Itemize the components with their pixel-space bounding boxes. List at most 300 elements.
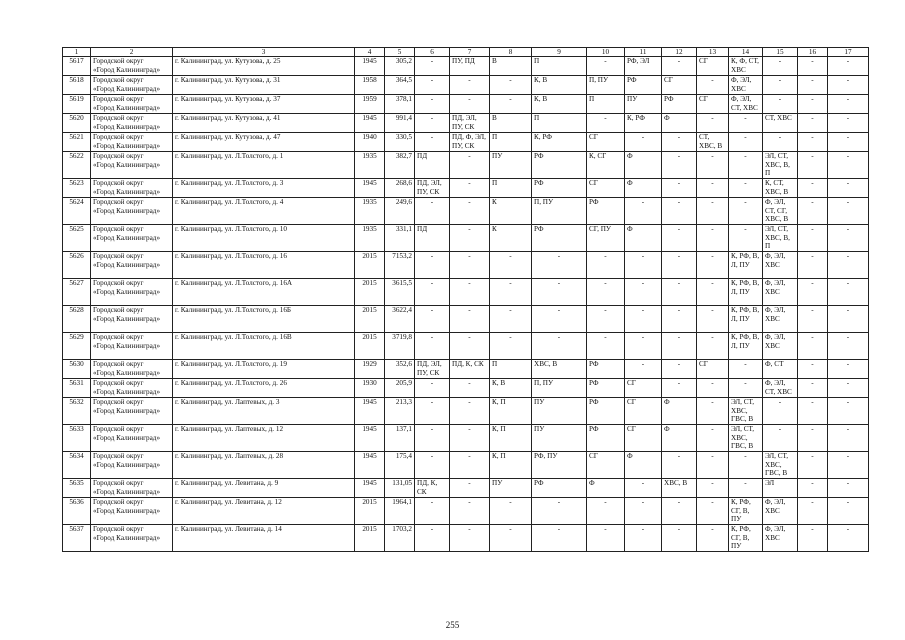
col16-cell: - — [798, 57, 828, 76]
area-cell: 330,5 — [385, 133, 415, 152]
owner-cell — [91, 198, 173, 225]
col14-cell: - — [729, 198, 763, 225]
table-row — [63, 479, 869, 498]
col10-cell: - — [587, 333, 625, 360]
col10-cell: СГ — [587, 452, 625, 479]
col10-cell: РФ — [587, 425, 625, 452]
col14-cell: ЭЛ, СТ, ХВС, ГВС, В — [729, 425, 763, 452]
address-cell: г. Калининград, ул. Лаптевых, д. 12 — [173, 425, 355, 452]
col13-cell: - — [697, 333, 729, 360]
address-cell: г. Калининград, ул. Л.Толстого, д. 16А — [173, 279, 355, 306]
col10-cell: - — [587, 57, 625, 76]
col13-cell: - — [697, 179, 729, 198]
col16-cell: - — [798, 498, 828, 525]
column-header-12: 12 — [662, 48, 697, 57]
col7-cell: - — [450, 198, 490, 225]
area-cell: 268,6 — [385, 179, 415, 198]
col6-cell: - — [415, 333, 450, 360]
owner-line: Городской округ — [93, 152, 144, 160]
col8-cell: - — [490, 498, 532, 525]
area-cell: 1703,2 — [385, 525, 415, 552]
year-cell: 1945 — [355, 114, 385, 133]
table-row — [63, 114, 869, 133]
row-number: 5630 — [63, 360, 91, 379]
col13-cell: СГ — [697, 95, 729, 114]
col16-cell: - — [798, 76, 828, 95]
column-header-11: 11 — [625, 48, 662, 57]
address-cell: г. Калининград, ул. Левитана, д. 12 — [173, 498, 355, 525]
col10-cell: РФ — [587, 360, 625, 379]
row-number: 5620 — [63, 114, 91, 133]
col6-cell: - — [415, 114, 450, 133]
col14-cell: К, РФ, В, Л, ПУ — [729, 333, 763, 360]
address-cell: г. Калининград, ул. Левитана, д. 9 — [173, 479, 355, 498]
col12-cell: Ф — [662, 425, 697, 452]
address-cell: г. Калининград, ул. Л.Толстого, д. 26 — [173, 379, 355, 398]
year-cell: 1945 — [355, 425, 385, 452]
owner-line: «Город Калининград» — [93, 533, 161, 542]
col9-cell: К, РФ — [532, 133, 587, 152]
owner-line: Городской округ — [93, 198, 144, 206]
col14-cell: - — [729, 152, 763, 179]
col14-cell: К, РФ, В, Л, ПУ — [729, 306, 763, 333]
column-header-10: 10 — [587, 48, 625, 57]
owner-cell — [91, 498, 173, 525]
owner-line: Городской округ — [93, 114, 144, 122]
col14-cell: Ф, ЭЛ, ХВС — [729, 76, 763, 95]
year-cell: 1930 — [355, 379, 385, 398]
column-header-7: 7 — [450, 48, 490, 57]
col12-cell: - — [662, 57, 697, 76]
col13-cell: - — [697, 498, 729, 525]
area-cell: 137,1 — [385, 425, 415, 452]
col10-cell: - — [587, 252, 625, 279]
col12-cell: - — [662, 133, 697, 152]
col14-cell: К, РФ, В, Л, ПУ — [729, 279, 763, 306]
col9-cell: К, В — [532, 95, 587, 114]
year-cell: 1935 — [355, 152, 385, 179]
col7-cell: - — [450, 479, 490, 498]
owner-line: Городской округ — [93, 379, 144, 387]
col17-cell: - — [828, 76, 869, 95]
owner-line: «Город Калининград» — [93, 506, 161, 515]
table-row — [63, 360, 869, 379]
address-cell: г. Калининград, ул. Л.Толстого, д. 16В — [173, 333, 355, 360]
col10-cell: К, СГ — [587, 152, 625, 179]
col7-cell: - — [450, 179, 490, 198]
area-cell: 305,2 — [385, 57, 415, 76]
col17-cell: - — [828, 360, 869, 379]
col15-cell: - — [763, 398, 798, 425]
col17-cell: - — [828, 425, 869, 452]
owner-line: Городской округ — [93, 57, 144, 65]
col17-cell: - — [828, 114, 869, 133]
col12-cell: - — [662, 179, 697, 198]
col8-cell: П — [490, 133, 532, 152]
row-number: 5626 — [63, 252, 91, 279]
col14-cell: К, Ф, СТ, ХВС — [729, 57, 763, 76]
owner-line: Городской округ — [93, 252, 144, 260]
col7-cell: - — [450, 425, 490, 452]
col12-cell: - — [662, 306, 697, 333]
area-cell: 205,9 — [385, 379, 415, 398]
col6-cell: - — [415, 133, 450, 152]
col8-cell: ПУ — [490, 152, 532, 179]
col12-cell: - — [662, 279, 697, 306]
col14-cell: - — [729, 452, 763, 479]
table-row — [63, 498, 869, 525]
col16-cell: - — [798, 379, 828, 398]
row-number: 5617 — [63, 57, 91, 76]
col11-cell: - — [625, 479, 662, 498]
col10-cell: - — [587, 279, 625, 306]
col6-cell: - — [415, 398, 450, 425]
col8-cell: - — [490, 306, 532, 333]
col6-cell: - — [415, 425, 450, 452]
col6-cell: - — [415, 57, 450, 76]
area-cell: 3615,5 — [385, 279, 415, 306]
page-number: 255 — [445, 620, 460, 630]
area-cell: 131,05 — [385, 479, 415, 498]
owner-cell — [91, 279, 173, 306]
col16-cell: - — [798, 152, 828, 179]
row-number: 5621 — [63, 133, 91, 152]
year-cell: 1935 — [355, 198, 385, 225]
column-header-2: 2 — [91, 48, 173, 57]
col8-cell: В — [490, 114, 532, 133]
column-header-6: 6 — [415, 48, 450, 57]
col14-cell: - — [729, 114, 763, 133]
col10-cell: - — [587, 498, 625, 525]
col10-cell: РФ — [587, 379, 625, 398]
col14-cell: - — [729, 133, 763, 152]
area-cell: 382,7 — [385, 152, 415, 179]
row-number: 5634 — [63, 452, 91, 479]
owner-line: Городской округ — [93, 306, 144, 314]
col10-cell: СГ — [587, 179, 625, 198]
col9-cell: ПУ — [532, 398, 587, 425]
table-row — [63, 57, 869, 76]
area-cell: 175,4 — [385, 452, 415, 479]
col7-cell: ПД, К, СК — [450, 360, 490, 379]
col17-cell: - — [828, 452, 869, 479]
owner-line: «Город Калининград» — [93, 460, 161, 469]
col17-cell: - — [828, 225, 869, 252]
col9-cell: П, ПУ — [532, 198, 587, 225]
col7-cell: - — [450, 252, 490, 279]
col10-cell: П — [587, 95, 625, 114]
col12-cell: Ф — [662, 398, 697, 425]
owner-line: «Город Калининград» — [93, 122, 161, 131]
table-row — [63, 425, 869, 452]
year-cell: 2015 — [355, 525, 385, 552]
owner-line: Городской округ — [93, 225, 144, 233]
col11-cell: - — [625, 252, 662, 279]
col13-cell: - — [697, 114, 729, 133]
col7-cell: - — [450, 152, 490, 179]
col16-cell: - — [798, 306, 828, 333]
col17-cell: - — [828, 279, 869, 306]
col14-cell: К, РФ, СГ, В, ПУ — [729, 525, 763, 552]
col8-cell: - — [490, 279, 532, 306]
owner-line: Городской округ — [93, 479, 144, 487]
col6-cell: - — [415, 198, 450, 225]
area-cell: 352,6 — [385, 360, 415, 379]
row-number: 5628 — [63, 306, 91, 333]
col9-cell: - — [532, 333, 587, 360]
col15-cell: ЭЛ — [763, 479, 798, 498]
col17-cell: - — [828, 152, 869, 179]
col13-cell: - — [697, 76, 729, 95]
col8-cell: К — [490, 225, 532, 252]
year-cell: 1945 — [355, 179, 385, 198]
owner-line: «Город Калининград» — [93, 187, 161, 196]
col7-cell: - — [450, 95, 490, 114]
table-row — [63, 179, 869, 198]
owner-cell — [91, 179, 173, 198]
table-row — [63, 152, 869, 179]
col9-cell: ПУ — [532, 425, 587, 452]
table-row — [63, 279, 869, 306]
col15-cell: СТ, ХВС — [763, 114, 798, 133]
col15-cell: ЭЛ, СТ, ХВС, В, П — [763, 225, 798, 252]
address-cell: г. Калининград, ул. Л.Толстого, д. 1 — [173, 152, 355, 179]
col14-cell: Ф, ЭЛ, СТ, ХВС — [729, 95, 763, 114]
col17-cell: - — [828, 525, 869, 552]
row-number: 5635 — [63, 479, 91, 498]
col13-cell: СГ — [697, 360, 729, 379]
column-header-1: 1 — [63, 48, 91, 57]
year-cell: 2015 — [355, 306, 385, 333]
col6-cell: - — [415, 279, 450, 306]
col17-cell: - — [828, 379, 869, 398]
col10-cell: - — [587, 114, 625, 133]
year-cell: 1945 — [355, 398, 385, 425]
address-cell: г. Калининград, ул. Кутузова, д. 31 — [173, 76, 355, 95]
col16-cell: - — [798, 333, 828, 360]
owner-line: «Город Калининград» — [93, 233, 161, 242]
col13-cell: - — [697, 479, 729, 498]
year-cell: 1929 — [355, 360, 385, 379]
col13-cell: - — [697, 252, 729, 279]
col11-cell: СГ — [625, 398, 662, 425]
col14-cell: К, РФ, СГ, В, ПУ — [729, 498, 763, 525]
col13-cell: - — [697, 452, 729, 479]
table-row — [63, 452, 869, 479]
col13-cell: - — [697, 425, 729, 452]
col17-cell: - — [828, 333, 869, 360]
col7-cell: - — [450, 398, 490, 425]
col15-cell: Ф, ЭЛ, ХВС — [763, 306, 798, 333]
col16-cell: - — [798, 360, 828, 379]
owner-cell — [91, 333, 173, 360]
col11-cell: - — [625, 333, 662, 360]
col12-cell: РФ — [662, 95, 697, 114]
col9-cell: - — [532, 279, 587, 306]
col9-cell: РФ — [532, 479, 587, 498]
col16-cell: - — [798, 398, 828, 425]
col8-cell: К, В — [490, 379, 532, 398]
col14-cell: - — [729, 360, 763, 379]
col15-cell: Ф, ЭЛ, ХВС — [763, 525, 798, 552]
owner-line: Городской округ — [93, 279, 144, 287]
table-row — [63, 379, 869, 398]
col13-cell: - — [697, 306, 729, 333]
col13-cell: - — [697, 225, 729, 252]
year-cell: 2015 — [355, 333, 385, 360]
area-cell: 378,1 — [385, 95, 415, 114]
col7-cell: ПД, ЭЛ, ПУ, СК — [450, 114, 490, 133]
row-number: 5633 — [63, 425, 91, 452]
col7-cell: - — [450, 306, 490, 333]
owner-cell — [91, 225, 173, 252]
col10-cell: СГ, ПУ — [587, 225, 625, 252]
col17-cell: - — [828, 398, 869, 425]
col6-cell: - — [415, 252, 450, 279]
owner-line: «Город Калининград» — [93, 206, 161, 215]
col16-cell: - — [798, 198, 828, 225]
col8-cell: П — [490, 360, 532, 379]
col11-cell: Ф — [625, 452, 662, 479]
owner-line: Городской округ — [93, 525, 144, 533]
col15-cell: К, СТ, ХВС, В — [763, 179, 798, 198]
row-number: 5629 — [63, 333, 91, 360]
owner-cell — [91, 114, 173, 133]
col10-cell: - — [587, 306, 625, 333]
col11-cell: СГ — [625, 425, 662, 452]
col11-cell: - — [625, 133, 662, 152]
col16-cell: - — [798, 133, 828, 152]
col13-cell: - — [697, 398, 729, 425]
owner-cell — [91, 76, 173, 95]
address-cell: г. Калининград, ул. Кутузова, д. 25 — [173, 57, 355, 76]
year-cell: 1945 — [355, 57, 385, 76]
col7-cell: - — [450, 76, 490, 95]
year-cell: 1958 — [355, 76, 385, 95]
address-cell: г. Калининград, ул. Л.Толстого, д. 3 — [173, 179, 355, 198]
col9-cell: РФ, ПУ — [532, 452, 587, 479]
col9-cell: РФ — [532, 152, 587, 179]
col8-cell: ПУ — [490, 479, 532, 498]
col13-cell: - — [697, 525, 729, 552]
col6-cell: ПД — [415, 152, 450, 179]
col9-cell: ХВС, В — [532, 360, 587, 379]
owner-cell — [91, 452, 173, 479]
owner-cell — [91, 57, 173, 76]
col17-cell: - — [828, 306, 869, 333]
address-cell: г. Калининград, ул. Лаптевых, д. 28 — [173, 452, 355, 479]
header-row — [63, 48, 869, 57]
col9-cell: П — [532, 57, 587, 76]
address-cell: г. Калининград, ул. Кутузова, д. 41 — [173, 114, 355, 133]
col11-cell: К, РФ — [625, 114, 662, 133]
owner-line: Городской округ — [93, 333, 144, 341]
owner-cell — [91, 398, 173, 425]
owner-cell — [91, 306, 173, 333]
col11-cell: РФ, ЭЛ — [625, 57, 662, 76]
col11-cell: - — [625, 306, 662, 333]
col10-cell: РФ — [587, 398, 625, 425]
col15-cell: - — [763, 95, 798, 114]
col15-cell: Ф, ЭЛ, ХВС — [763, 333, 798, 360]
col11-cell: - — [625, 279, 662, 306]
area-cell: 991,4 — [385, 114, 415, 133]
col7-cell: ПД, Ф, ЭЛ, ПУ, СК — [450, 133, 490, 152]
col6-cell: - — [415, 95, 450, 114]
col6-cell: - — [415, 76, 450, 95]
col9-cell: П, ПУ — [532, 379, 587, 398]
column-header-17: 17 — [828, 48, 869, 57]
column-header-16: 16 — [798, 48, 828, 57]
col11-cell: Ф — [625, 179, 662, 198]
col17-cell: - — [828, 479, 869, 498]
column-header-9: 9 — [532, 48, 587, 57]
owner-line: «Город Калининград» — [93, 387, 161, 396]
col12-cell: - — [662, 379, 697, 398]
row-number: 5625 — [63, 225, 91, 252]
area-cell: 364,5 — [385, 76, 415, 95]
area-cell: 3622,4 — [385, 306, 415, 333]
col6-cell: ПД — [415, 225, 450, 252]
col8-cell: - — [490, 95, 532, 114]
table-header — [63, 48, 869, 57]
table-row — [63, 525, 869, 552]
address-cell: г. Калининград, ул. Л.Толстого, д. 16 — [173, 252, 355, 279]
owner-cell — [91, 425, 173, 452]
col13-cell: - — [697, 279, 729, 306]
col12-cell: - — [662, 498, 697, 525]
col11-cell: ПУ — [625, 95, 662, 114]
col15-cell: - — [763, 425, 798, 452]
owner-line: Городской округ — [93, 425, 144, 433]
col11-cell: РФ — [625, 76, 662, 95]
row-number: 5627 — [63, 279, 91, 306]
col6-cell: ПД, ЭЛ, ПУ, СК — [415, 179, 450, 198]
column-header-8: 8 — [490, 48, 532, 57]
col17-cell: - — [828, 133, 869, 152]
col12-cell: СГ — [662, 76, 697, 95]
col12-cell: - — [662, 333, 697, 360]
col17-cell: - — [828, 498, 869, 525]
col8-cell: - — [490, 525, 532, 552]
col7-cell: - — [450, 279, 490, 306]
table-row — [63, 76, 869, 95]
col11-cell: Ф — [625, 225, 662, 252]
year-cell: 1935 — [355, 225, 385, 252]
owner-line: Городской округ — [93, 452, 144, 460]
table-row — [63, 398, 869, 425]
col17-cell: - — [828, 198, 869, 225]
owner-line: «Город Калининград» — [93, 341, 161, 350]
owner-line: «Город Калининград» — [93, 260, 161, 269]
col9-cell: П — [532, 114, 587, 133]
owner-line: «Город Калининград» — [93, 368, 161, 377]
col16-cell: - — [798, 479, 828, 498]
col15-cell: Ф, ЭЛ, ХВС — [763, 279, 798, 306]
col16-cell: - — [798, 525, 828, 552]
owner-line: «Город Калининград» — [93, 160, 161, 169]
area-cell: 3719,8 — [385, 333, 415, 360]
col16-cell: - — [798, 425, 828, 452]
owner-cell — [91, 252, 173, 279]
area-cell: 249,6 — [385, 198, 415, 225]
col17-cell: - — [828, 57, 869, 76]
row-number: 5636 — [63, 498, 91, 525]
col9-cell: РФ — [532, 179, 587, 198]
row-number: 5632 — [63, 398, 91, 425]
col8-cell: В — [490, 57, 532, 76]
col9-cell: РФ — [532, 225, 587, 252]
